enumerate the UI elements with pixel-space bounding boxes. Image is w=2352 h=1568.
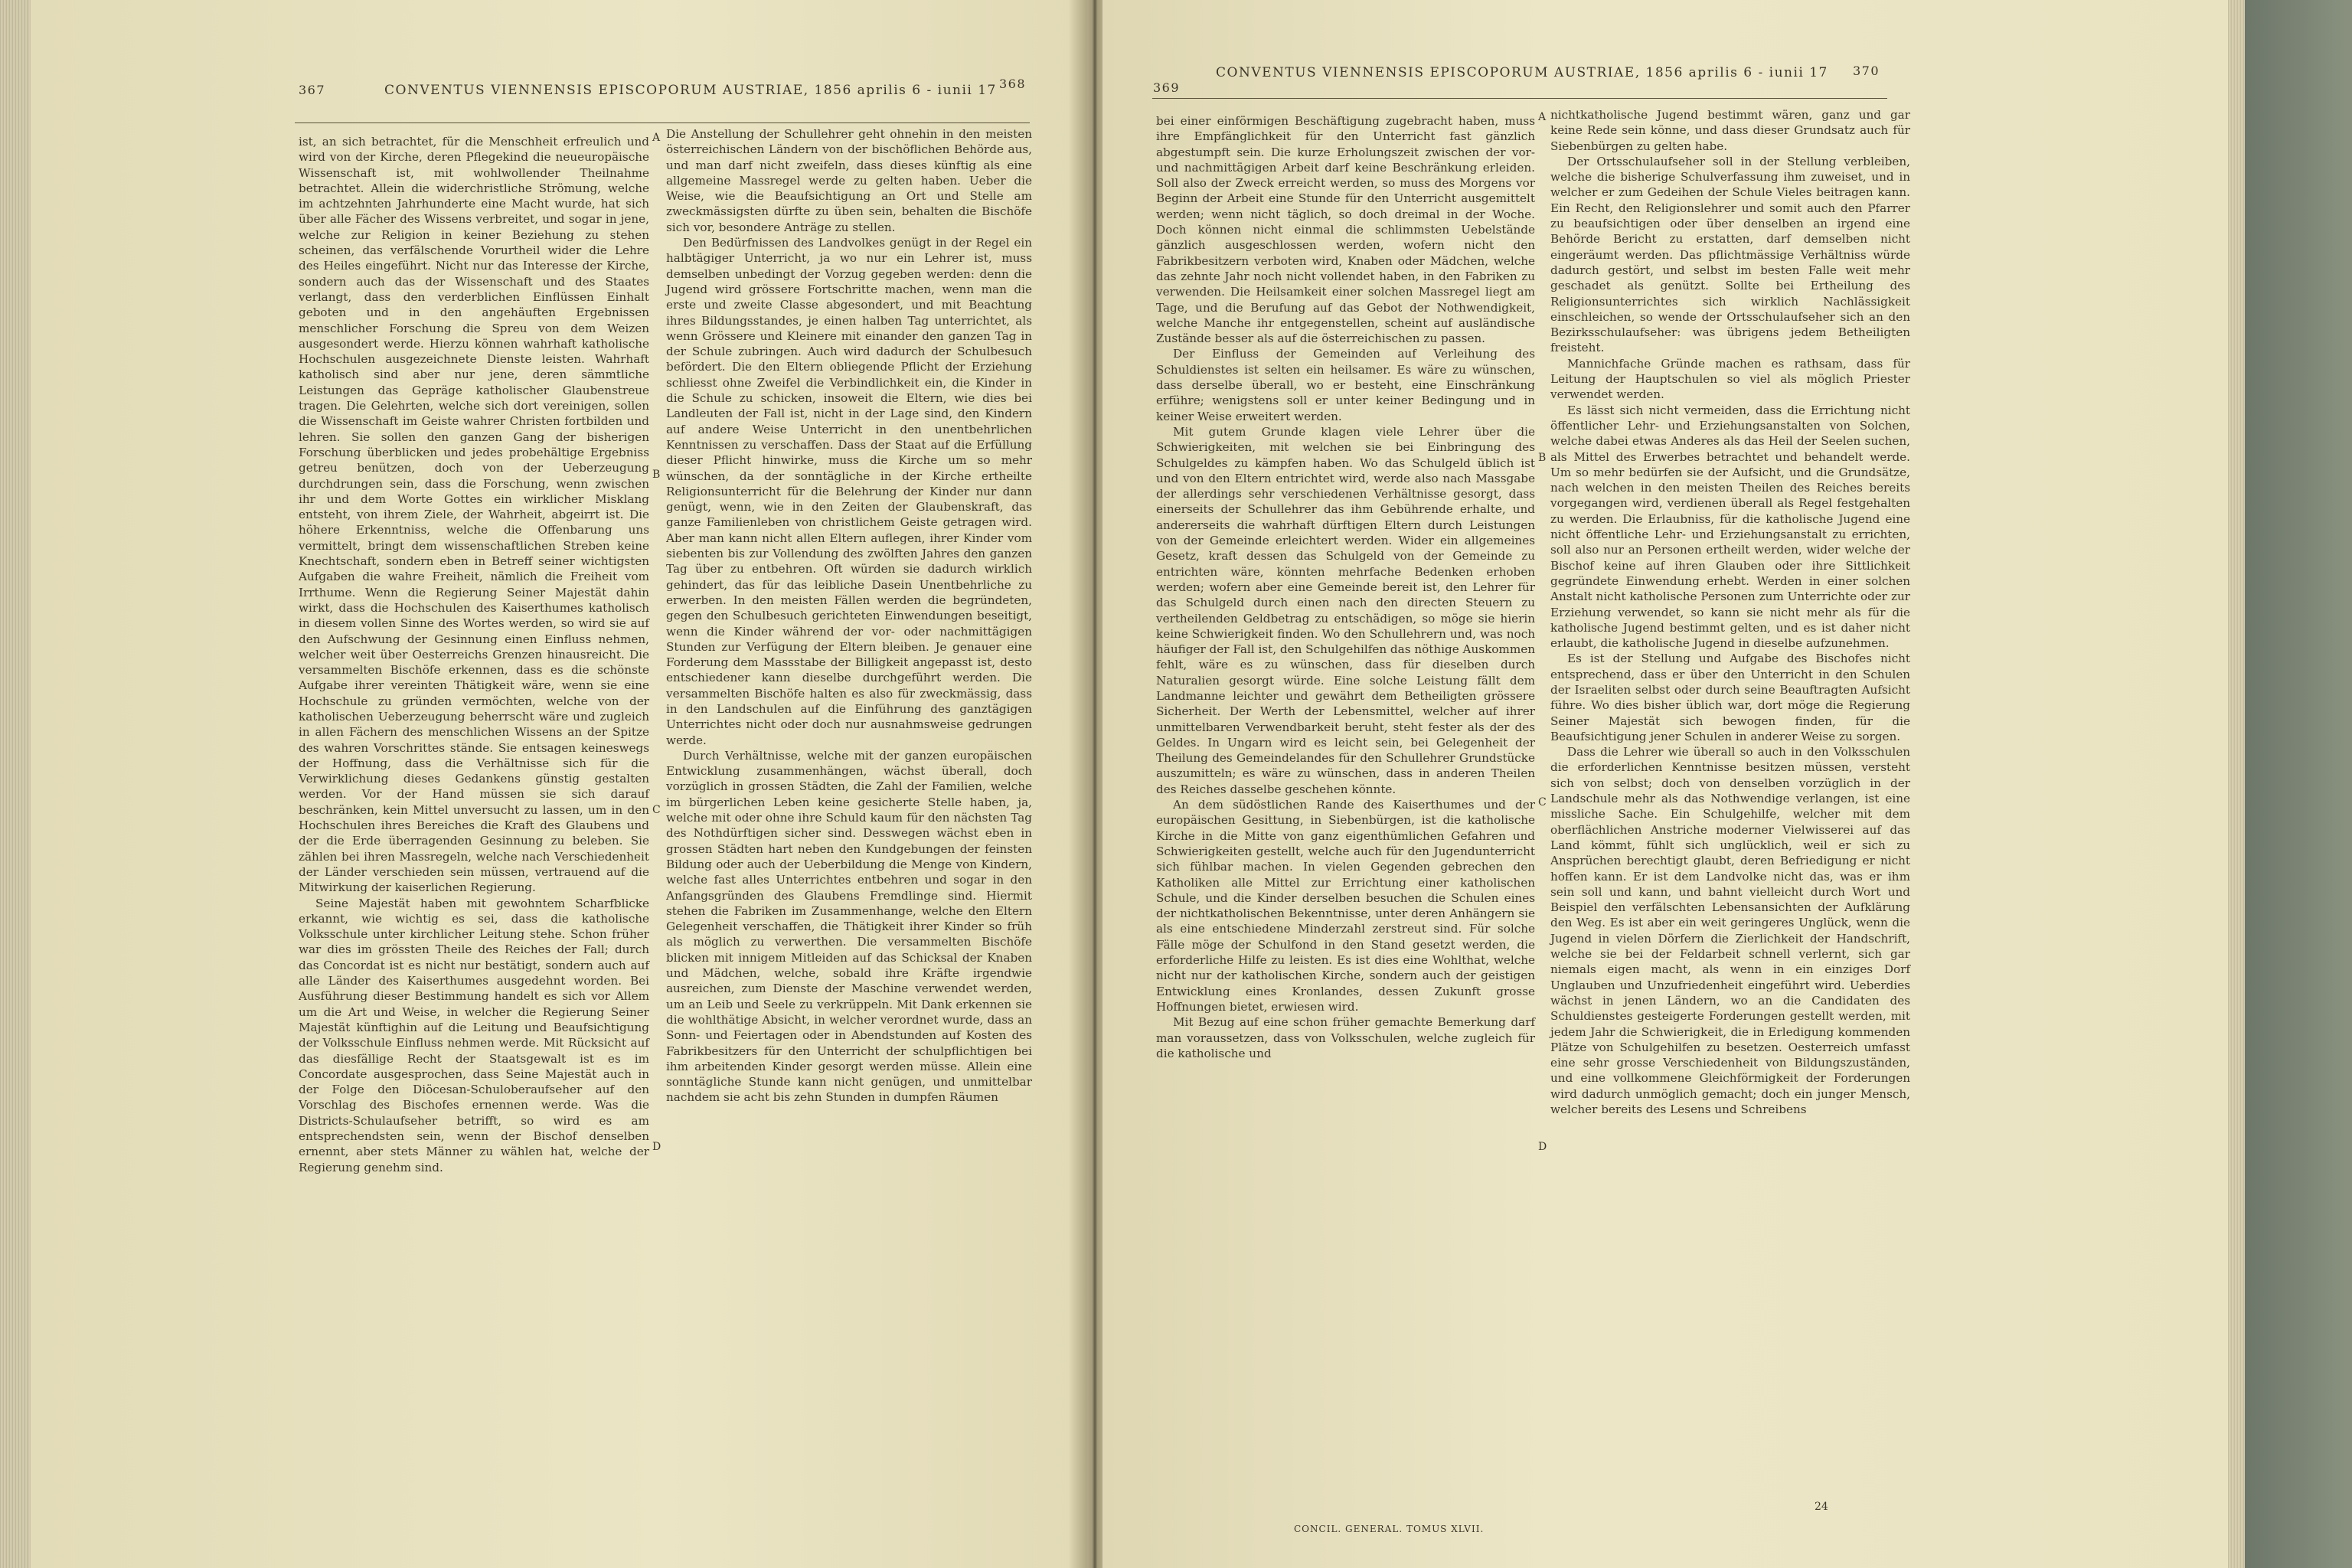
left-page [31,0,1087,1568]
right-page-number-right: 370 [1853,64,1880,78]
paragraph: Mit Bezug auf eine schon früher gemachte Bemerkung darf man voraussetzen, dass von Volksschulen, welche zugleich für die katholische und [1156,1015,1535,1060]
left-column-2 [666,126,1032,1106]
paragraph: Der Einfluss der Gemeinden auf Verleihung des Schuldienstes ist selten ein heilsamer. Es wäre zu wünschen, dass derselbe überall, wo er besteht, eine Einschränkung erführe; wenigstens soll er unter keiner Bedingung und in keiner Weise erweitert werden. [1156,347,1535,423]
paragraph: An dem südöstlichen Rande des Kaiserthumes und der europäischen Gesittung, in Siebenbürgen, ist die katholische Kirche in die Mitte von ganz eigenthümlichen Gefahren und Schwierigkeiten gestellt, welche auch für den Jugendunterricht sich fühlbar machen. In vielen Gegenden gebrechen den Katholiken alle Mittel zur Errichtung einer katholischen Schule, und die Kinder derselben besuchen die Schulen eines der nichtkatholischen Bekenntnisse, unter deren Anhängern sie als eine entschiedene Minderzahl zerstreut sind. Für solche Fälle möge der Schulfond in den Stand gesetzt werden, die erforderliche Hilfe zu leisten. Es ist dies eine Wohlthat, welche nicht nur der katholischen Kirche, sondern auch der geistigen Entwicklung eines Kronlandes, dessen Zukunft grosse Hoffnungen bietet, erwiesen wird. [1156,798,1535,1014]
left-header-title: CONVENTUS VIENNENSIS EPISCOPORUM AUSTRIAE, 1856 aprilis 6 - iunii 17 [384,83,997,98]
page-edges-left [0,0,31,1568]
background-cloth [2237,0,2352,1568]
paragraph: ist, an sich betrachtet, für die Menschheit erfreulich und wird von der Kirche, deren Pflegekind die neueuropäische Wissenschaft ist, mit wohlwollender Theilnahme betrachtet. Allein die widerchristliche Strömung, welche im achtzehnten Jahrhunderte eine Macht wurde, hat sich über alle Fächer des Wissens verbreitet, und sogar in jene, welche zur Religion in keiner Beziehung zu stehen scheinen, das verfälschende Vorurtheil wider die Lehre des Heiles eingeführt. Nicht nur das Interesse der Kirche, sondern auch das der Wissenschaft und des Staates verlangt, dass den verderblichen Einflüssen Einhalt geboten und in den angehäuften Ergebnissen menschlicher Forschung die Spreu von dem Weizen ausgesondert werde. Hierzu können wahrhaft katholische Hochschulen ausgezeichnete Dienste leisten. Wahrhaft katholisch sind aber nur jene, deren sämmtliche Leistungen das Gepräge katholischer Glaubenstreue tragen. Die Gelehrten, welche sich dort vereinigen, sollen die Wissenschaft im Geiste wahrer Christen fortbilden und lehren. Sie sollen den ganzen Gang der bisherigen Forschung überblicken und jedes probehältige Ergebniss getreu benützen, doch von der Ueberzeugung durchdrungen sein, dass die Forschung, wenn zwischen ihr und dem Worte Gottes ein wirklicher Misklang entsteht, von ihrem Ziele, der Wahrheit, abgeirrt ist. Die höhere Erkenntniss, welche die Offenbarung uns vermittelt, bringt dem wissenschaftlichen Streben keine Knechtschaft, sondern eben in Betreff seiner wichtigsten Aufgaben die wahre Freiheit, nämlich die Freiheit vom Irrthume. Wenn die Regierung Seiner Majestät dahin wirkt, dass die Hochschulen des Kaiserthumes katholisch in diesem vollen Sinne des Wortes werden, so wird sie auf den Aufschwung der Gesinnung einen Einfluss nehmen, welcher weit über Oesterreichs Grenzen hinausreicht. Die versammelten Bischöfe erkennen, dass es die schönste Aufgabe ihrer vereinten Thätigkeit wäre, wenn sie eine Hochschule zu gründen vermöchten, welche von der katholischen Ueberzeugung beherrscht wäre und zugleich in allen Fächern des menschlichen Wissens an der Spitze des wahren Vorschrittes stände. Sie entsagen keineswegs der Hoffnung, dass die Verhältnisse sich für die Verwirklichung dieses Gedankens günstig gestalten werden. Vor der Hand müssen sie sich darauf beschränken, kein Mittel unversucht zu lassen, um in den Hochschulen ihres Bereiches die Kraft des Glaubens und der die Erde überragenden Gesinnung zu beleben. Sie zählen bei ihren Massregeln, welche nach Verschiedenheit der Länder verschieden sein müssen, vertrauend auf die Mitwirkung der kaiserlichen Regierung. [299,135,649,895]
margin-letter: A [1538,111,1547,123]
right-column-1 [1156,113,1535,1061]
paragraph: Dass die Lehrer wie überall so auch in den Volksschulen die erforderlichen Kenntnisse besitzen müssen, versteht sich von selbst; doch von denselben vorzüglich in der Landschule mehr als das Nothwendige verlangen, ist eine missliche Sache. Ein Schulgehilfe, welcher mit dem oberflächlichen Anstriche moderner Vielwisserei auf das Land kömmt, fühlt sich unglücklich, weil er sich zu Ansprüchen berechtigt glaubt, deren Befriedigung er nicht hoffen kann. Er ist dem Landvolke nicht das, was er ihm sein soll und kann, und bahnt vielleicht durch Wort und Beispiel den verfälschten Lebensansichten der Aufklärung den Weg. Es ist aber ein weit geringeres Unglück, wenn die Jugend in vielen Dörfern die Zierlichkeit der Handschrift, welche sie bei der Feldarbeit schnell verlernt, sich gar niemals eigen macht, als wenn in ein einziges Dorf Unglauben und Unzufriedenheit eingeführt wird. Ueberdies wächst in jenen Ländern, wo an die Candidaten des Schuldienstes gesteigerte Forderungen gestellt werden, mit jedem Jahr die Schwierigkeit, die in Erledigung kommenden Plätze von Schulgehilfen zu besetzen. Oesterreich umfasst eine sehr grosse Verschiedenheit von Bildungszuständen, und eine vollkommene Gleichförmigkeit der Forderungen wird dadurch unmöglich gemacht; doch ein junger Mensch, welcher bereits des Lesens und Schreibens [1550,745,1910,1116]
page-edges-right [2228,0,2245,1568]
margin-letter: B [652,469,661,481]
margin-letter: D [1538,1141,1547,1153]
paragraph: bei einer einförmigen Beschäftigung zugebracht haben, muss ihre Empfänglichkeit für den Unterricht fast gänzlich abgestumpft sein. Die kurze Erholungszeit zwischen der vor- und nachmittägigen Arbeit darf keine Beschränkung erleiden. Soll also der Zweck erreicht werden, so muss des Morgens vor Beginn der Arbeit eine Stunde für den Unterricht ausgemittelt werden; wenn nicht täglich, so doch dreimal in der Woche. Doch können nicht einmal die schlimmsten Uebelstände gänzlich ausgeschlossen werden, wofern nicht den Fabrikbesitzern verboten wird, Knaben oder Mädchen, welche das zehnte Jahr noch nicht vollendet haben, in den Fabriken zu verwenden. Die Heilsamkeit einer solchen Massregel liegt am Tage, und die Berufung auf das Gebot der Nothwendigkeit, welche Manche ihr entgegenstellen, scheint auf ausländische Zustände besser als auf die österreichischen zu passen. [1156,114,1535,346]
paragraph: Der Ortsschulaufseher soll in der Stellung verbleiben, welche die bisherige Schulverfassung ihm zuweiset, und in welcher er zum Gedeihen der Schule Vieles beitragen kann. Ein Recht, den Religionslehrer und somit auch den Pfarrer zu beaufsichtigen oder über denselben an irgend eine Behörde Bericht zu erstatten, darf demselben nicht eingeräumt werden. Das pflichtmässige Verhältniss würde dadurch gestört, und selbst im besten Falle weit mehr geschadet als genützt. Sollte bei Ertheilung des Religionsunterrichtes sich wirklich Nachlässigkeit einschleichen, so wende der Ortsschulaufseher sich an den Bezirksschulaufseher: was übrigens jedem Betheiligten freisteht. [1550,154,1910,355]
margin-letter: B [1538,452,1547,464]
right-page-number-left: 369 [1153,80,1181,95]
right-header-rule [1152,98,1887,99]
left-column-1 [299,134,649,1175]
left-page-number-left: 367 [299,83,326,97]
margin-letter: C [652,804,661,816]
paragraph: Die Anstellung der Schullehrer geht ohnehin in den meisten österreichischen Ländern von der bischöflichen Behörde aus, und man darf nicht zweifeln, dass dieses künftig als eine allgemeine Massregel werde zu gelten haben. Ueber die Weise, wie die Beaufsichtigung an Ort und Stelle am zweckmässigsten dürfte zu üben sein, behalten die Bischöfe sich vor, besondere Anträge zu stellen. [666,127,1032,234]
paragraph: Durch Verhältnisse, welche mit der ganzen europäischen Entwicklung zusammenhängen, wächst überall, doch vorzüglich in grossen Städten, die Zahl der Familien, welche im bürgerlichen Leben keine gesicherte Stelle haben, ja, welche mit oder ohne ihre Schuld kaum für den nächsten Tag des Nothdürftigen sicher sind. Desswegen wächst eben in grossen Städten hart neben den Kundgebungen der feinsten Bildung oder auch der Ueberbildung die Menge von Kindern, welche fast alles Unterrichtes entbehren und sogar in den Anfangsgründen des Glaubens Fremdlinge sind. Hiermit stehen die Fabriken im Zusammenhange, welche den Eltern Gelegenheit verschaffen, die Thätigkeit ihrer Kinder so früh als möglich zu verwerthen. Die versammelten Bischöfe blicken mit innigem Mitleiden auf das Schicksal der Knaben und Mädchen, welche, sobald ihre Kräfte irgendwie ausreichen, zum Dienste der Maschine verwendet werden, um an Leib und Seele zu verkrüppeln. Mit Dank erkennen sie die wohlthätige Absicht, in welcher verordnet wurde, dass an Sonn- und Feiertagen oder in Abendstunden auf Kosten des Fabrikbesitzers für den Unterricht der schulpflichtigen bei ihm arbeitenden Kinder gesorgt werden müsse. Allein eine sonntägliche Stunde kann nicht genügen, und unmittelbar nachdem sie acht bis zehn Stunden in dumpfen Räumen [666,748,1032,1105]
paragraph: nichtkatholische Jugend bestimmt wären, ganz und gar keine Rede sein könne, und dass dieser Grundsatz auch für Siebenbürgen zu gelten habe. [1550,108,1910,153]
footer-volume: CONCIL. GENERAL. TOMUS XLVII. [1294,1524,1485,1534]
paragraph: Mannichfache Gründe machen es rathsam, dass für Leitung der Hauptschulen so viel als möglich Priester verwendet werden. [1550,356,1910,402]
margin-letter: A [652,132,661,144]
paragraph: Seine Majestät haben mit gewohntem Scharfblicke erkannt, wie wichtig es sei, dass die katholische Volksschule unter kirchlicher Leitung stehe. Schon früher war dies im grössten Theile des Reiches der Fall; durch das Concordat ist es nicht nur bestätigt, sondern auch auf alle Länder des Kaiserthumes ausgedehnt worden. Bei Ausführung dieser Bestimmung handelt es sich vor Allem um die Art und Weise, in welcher die Regierung Seiner Majestät künftighin auf die Leitung und Beaufsichtigung der Volksschule Einfluss nehmen werde. Mit Rücksicht auf das diesfällige Recht der Staatsgewalt ist es im Concordate ausgesprochen, dass Seine Majestät auch in der Folge den Diöcesan-Schuloberaufseher auf den Vorschlag des Bischofes ernennen werde. Was die Districts-Schulaufseher betrifft, so wird es am entsprechendsten sein, wenn der Bischof denselben ernennt, aber stets Männer zu wählen hat, welche der Regierung genehm sind. [299,896,649,1174]
right-header-title: CONVENTUS VIENNENSIS EPISCOPORUM AUSTRIAE, 1856 aprilis 6 - iunii 17 [1216,65,1828,80]
paragraph: Den Bedürfnissen des Landvolkes genügt in der Regel ein halbtägiger Unterricht, ja wo nur ein Lehrer ist, muss demselben unbedingt der Vorzug gegeben werden: denn die Jugend wird grössere Fortschritte machen, wenn man die erste und zweite Classe abgesondert, und mit Beachtung ihres Bildungsstandes, je einen halben Tag unterrichtet, als wenn Grössere und Kleinere mit einander den ganzen Tag in der Schule zubringen. Auch wird dadurch der Schulbesuch befördert. Die den Eltern obliegende Pflicht der Erziehung schliesst ohne Zweifel die Verbindlichkeit ein, die Kinder in die Schule zu schicken, insoweit die Eltern, wie dies bei Landleuten der Fall ist, nicht in der Lage sind, den Kindern auf andere Weise Unterricht in den unentbehrlichen Kenntnissen zu verschaffen. Dass der Staat auf die Erfüllung dieser Pflicht hinwirke, muss die Kirche um so mehr wünschen, da der sonntägliche in der Kirche ertheilte Religionsunterricht für die Belehrung der Kinder nur dann genügt, wenn, wie in den Zeiten der Glaubenskraft, das ganze Familienleben von christlichem Geiste getragen wird. Aber man kann nicht allen Eltern auflegen, ihrer Kinder vom siebenten bis zur Vollendung des zwölften Jahres den ganzen Tag über zu entbehren. Oft würden sie dadurch wirklich gehindert, das für das leibliche Dasein Unentbehrliche zu erwerben. In den meisten Fällen werden die begründeten, gegen den Schulbesuch gerichteten Einwendungen beseitigt, wenn die Kinder während der vor- oder nachmittägigen Stunden zur Verfügung der Eltern bleiben. Je genauer eine Forderung dem Massstabe der Billigkeit angepasst ist, desto entschiedener kann dieselbe durchgeführt werden. Die versammelten Bischöfe halten es also für zweckmässig, dass in den Landschulen auf die Einführung des ganztägigen Unterrichtes nicht oder doch nur ausnahmsweise gedrungen werde. [666,236,1032,747]
right-page [1102,0,2228,1568]
right-column-2 [1550,107,1910,1117]
margin-letter: D [652,1141,662,1153]
paragraph: Mit gutem Grunde klagen viele Lehrer über die Schwierigkeiten, mit welchen sie bei Einbringung des Schulgeldes zu kämpfen haben. Wo das Schulgeld üblich ist und von den Eltern entrichtet wird, werde also nach Massgabe der allerdings sehr verschiedenen Verhältnisse gesorgt, dass einerseits der Schullehrer das ihm Gebührende erhalte, und andererseits die wahrhaft dürftigen Eltern durch Leistungen von der Gemeinde erleichtert werden. Wider ein allgemeines Gesetz, kraft dessen das Schulgeld von der Gemeinde zu entrichten wäre, könnten mehrfache Bedenken erhoben werden; wofern aber eine Gemeinde bereit ist, den Lehrer für das Schulgeld durch einen nach den directen Steuern zu vertheilenden Geldbetrag zu entschädigen, so möge sie hierin keine Schwierigkeit finden. Wo den Schullehrern und, was noch häufiger der Fall ist, den Schulgehilfen das nöthige Auskommen fehlt, wäre es zu wünschen, dass für dieselben durch Naturalien gesorgt würde. Eine solche Leistung fällt dem Landmanne leichter und gewährt dem Betheiligten grössere Sicherheit. Der Werth der Lebensmittel, welcher auf ihrer unmittelbaren Verwendbarkeit beruht, steht fester als der des Geldes. In Ungarn wird es leicht sein, bei Gelegenheit der Theilung des Gemeindelandes für den Schullehrer Grundstücke auszumitteln; es wäre zu wünschen, dass in anderen Theilen des Reiches dasselbe geschehen könnte. [1156,424,1535,796]
signature-mark: 24 [1815,1501,1828,1513]
paragraph: Es lässt sich nicht vermeiden, dass die Errichtung nicht öffentlicher Lehr- und Erziehungsanstalten von Solchen, welche dabei etwas Anderes als das Heil der Seelen suchen, als Mittel des Erwerbes betrachtet und behandelt werde. Um so mehr bedürfen sie der Aufsicht, und die Grundsätze, nach welchen in den meisten Theilen des Reiches bereits vorgegangen wird, verdienen überall als Regel festgehalten zu werden. Die Erlaubniss, für die katholische Jugend eine nicht öffentliche Lehr- und Erziehungsanstalt zu errichten, soll also nur an Personen ertheilt werden, wider welche der Bischof keine auf ihren Glauben oder ihre Sittlichkeit gegründete Einwendung erhebt. Werden in einer solchen Anstalt nicht katholische Personen zum Unterrichte oder zur Erziehung verwendet, so kann sie nicht mehr als für die katholische Jugend bestimmt gelten, und es ist daher nicht erlaubt, die katholische Jugend in dieselbe aufzunehmen. [1550,403,1910,651]
paragraph: Es ist der Stellung und Aufgabe des Bischofes nicht entsprechend, dass er über den Unterricht in den Schulen der Israeliten selbst oder durch seine Beauftragten Aufsicht führe. Wo dies bisher üblich war, dort möge die Regierung Seiner Majestät sich bewogen finden, für die Beaufsichtigung jener Schulen in anderer Weise zu sorgen. [1550,652,1910,743]
margin-letter: C [1538,796,1547,808]
left-header-rule [295,122,1030,123]
left-page-number-right: 368 [999,77,1027,91]
